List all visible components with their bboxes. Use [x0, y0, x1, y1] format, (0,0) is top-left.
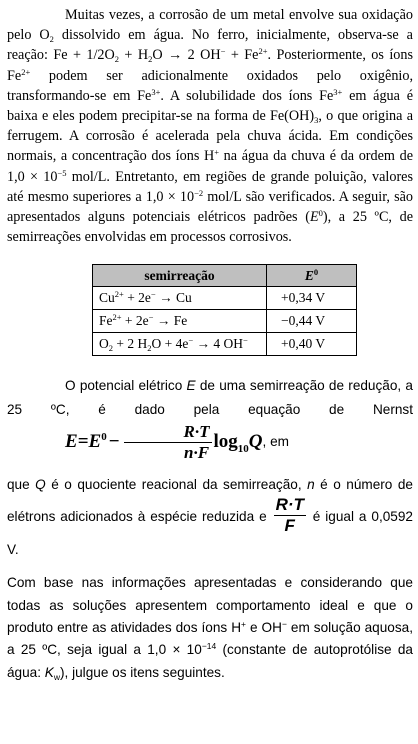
reaction-cell: $O_2 + 2$ $H_2O + 4e^- \to 4$ OH−	[93, 333, 267, 356]
document-page	[7, 0, 413, 684]
potential-cell: −0,44 V	[267, 310, 357, 333]
nernst-section	[7, 374, 413, 683]
intro-paragraph: Muitas vezes, a corrosão de um metal envolve sua oxidação pelo $O_2$ dissolvido em água. No ferro, inicialmente, observa-se a reação: $Fe + 1/2O_2 + H_2O \to 2$ $OH^- + Fe^{2+}$. Posteriormente, os íons $Fe^{2+}$ podem ser adicionalmente oxidados pelo oxigênio, transformando-se em $Fe^{3+}$. A solubilidade dos íons $Fe^{3+}$ em água é baixa e eles podem precipitar-se na forma de $Fe(OH)_3$, o que origina a ferrugem. A corrosão é acelerada pela chuva ácida. Em condições normais, a concentração dos íons H+ na água da chuva é da ordem de $1,0 \times 10^{-5}$ mol/L. Entretanto, em regiões de grande poluição, valores até mesmo superiores a $1,0 \times 10^{-2}$ mol/L são verificados. A seguir, são apresentados alguns potenciais elétricos padrões $(E^0)$, a 25 ºC, de semirreações envolvidas em processos corrosivos.	[7, 7, 414, 246]
reaction-cell: $Cu^{2+} + 2e^- \to Cu$	[93, 287, 267, 310]
rt-over-f-fraction: $\frac{R\cdot T}{F}$	[275, 495, 304, 536]
table-row	[93, 333, 357, 356]
header-e0: $E^0$	[267, 265, 357, 287]
header-semirreacao: semirreação	[93, 265, 267, 287]
table-header-row	[93, 265, 357, 287]
closing-paragraph: Com base nas informações apresentadas e considerando que todas as soluções apresentem comportamento ideal e que o produto entre as atividades dos íons H+ e OH− em solução aquosa, a 25 ºC, seja igual a $1,0 \times 10^{-14}$ (constante de autoprotólise da água: $K_w$), julgue os itens seguintes.	[7, 575, 413, 682]
table-row	[93, 310, 357, 333]
potentials-table	[92, 264, 357, 356]
table-row	[93, 287, 357, 310]
nernst-equation: $E=E^0$ − $\frac{R\cdot T}{n\cdot F}$ $\log_{10}Q$	[65, 422, 263, 463]
definition-paragraph: que Q é o quociente reacional da semirreação, n é o número de elétrons adicionados à espécie reduzida e $\frac{R\cdot T}{F}$ é igual a 0,0592 V.	[7, 477, 413, 558]
potential-cell: +0,34 V	[267, 287, 357, 310]
nernst-paragraph: O potencial elétrico E de uma semirreação de redução, a 25 ºC, é dado pela equação de Nernst $E=E^0$ − $\frac{R\cdot T}{n\cdot F}$ $\log_{10}Q$, em	[7, 378, 413, 463]
nernst-fraction: $\frac{R\cdot T}{n\cdot F}$	[124, 422, 212, 463]
reaction-cell: $Fe^{2+} + 2e^- \to Fe$	[93, 310, 267, 333]
potential-cell: +0,40 V	[267, 333, 357, 356]
